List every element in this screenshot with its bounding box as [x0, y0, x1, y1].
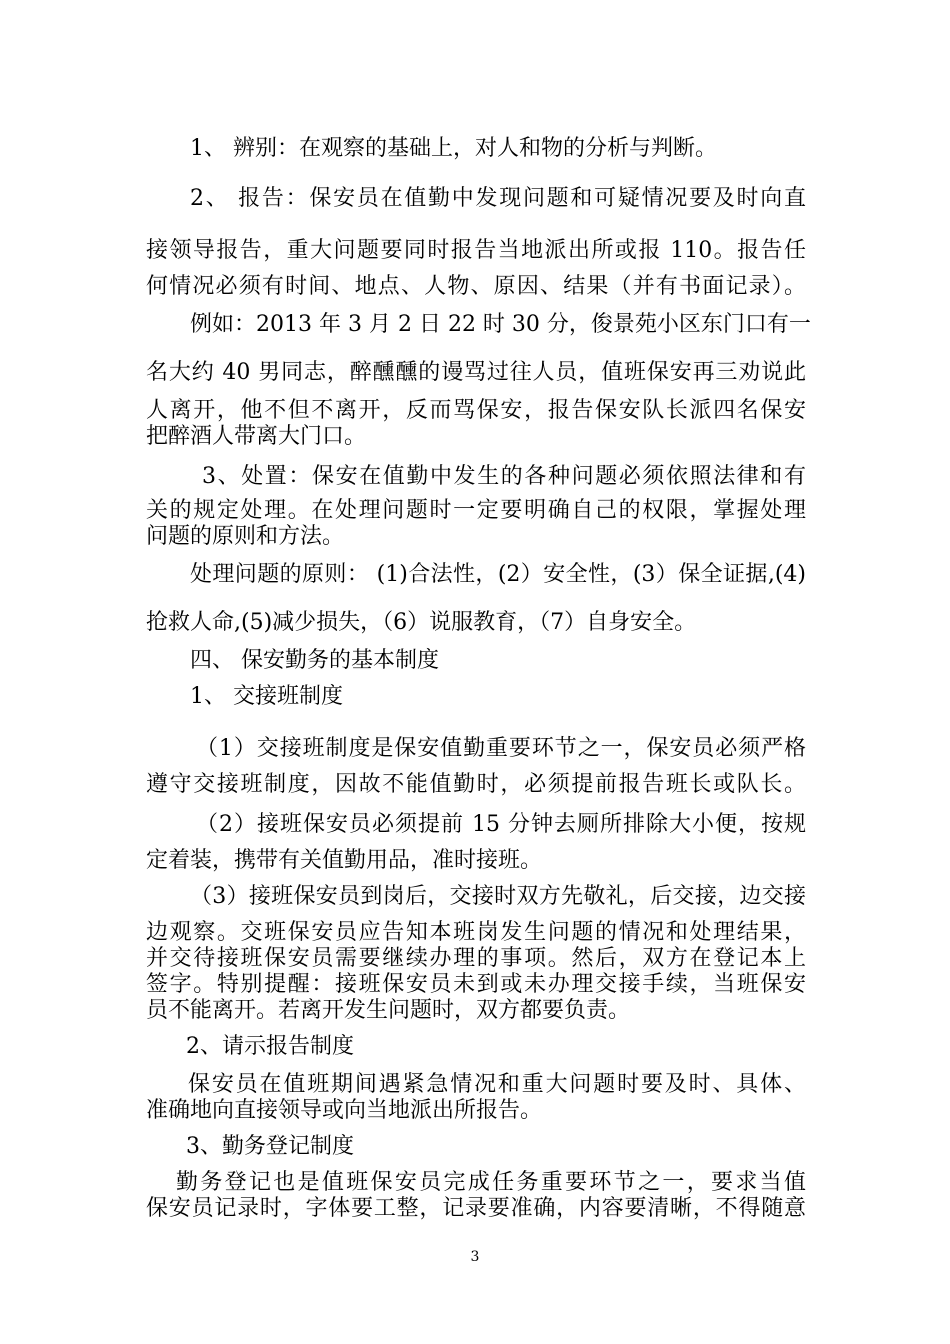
text-line: 把醉酒人带离大门口。: [146, 424, 367, 449]
text-line: 关的规定处理。在处理问题时一定要明确自己的权限，掌握处理: [146, 498, 806, 523]
section-heading: 四、 保安勤务的基本制度: [190, 648, 439, 673]
text-line: 准确地向直接领导或向当地派出所报告。: [146, 1098, 543, 1123]
text-line: 人离开，他不但不离开，反而骂保安，报告保安队长派四名保安: [146, 398, 806, 423]
text-line: 并交待接班保安员需要继续办理的事项。然后，双方在登记本上: [146, 946, 806, 971]
text-line: 名大约 40 男同志，醉醺醺的谩骂过往人员，值班保安再三劝说此: [146, 360, 806, 385]
text-line: 保安员记录时，字体要工整，记录要准确，内容要清晰，不得随意: [146, 1196, 806, 1221]
text-line: 例如：2013 年 3 月 2 日 22 时 30 分，俊景苑小区东门口有一: [190, 312, 811, 337]
text-line: （3）接班保安员到岗后，交接时双方先敬礼，后交接，边交接: [190, 884, 806, 909]
text-line: 2、 报告：保安员在值勤中发现问题和可疑情况要及时向直: [190, 186, 806, 211]
text-line: 1、 辨别：在观察的基础上，对人和物的分析与判断。: [190, 136, 717, 161]
text-line: 接领导报告，重大问题要同时报告当地派出所或报 110。报告任: [146, 238, 806, 263]
text-line: （2）接班保安员必须提前 15 分钟去厕所排除大小便，按规: [196, 812, 806, 837]
text-line: 定着装，携带有关值勤用品，准时接班。: [146, 848, 543, 873]
text-line: 抢救人命,(5)减少损失，（6）说服教育，（7）自身安全。: [146, 610, 697, 635]
subsection-heading: 2、请示报告制度: [186, 1034, 354, 1059]
text-line: 勤务登记也是值班保安员完成任务重要环节之一，要求当值: [176, 1170, 806, 1195]
text-line: 处理问题的原则： (1)合法性，(2）安全性，(3）保全证据,(4): [190, 562, 806, 587]
text-line: 遵守交接班制度，因故不能值勤时，必须提前报告班长或队长。: [146, 772, 806, 797]
subsection-heading: 3、勤务登记制度: [186, 1134, 354, 1159]
text-line: 员不能离开。若离开发生问题时，双方都要负责。: [146, 998, 631, 1023]
text-line: 3、处置：保安在值勤中发生的各种问题必须依照法律和有: [202, 464, 806, 489]
text-line: 问题的原则和方法。: [146, 524, 345, 549]
text-line: （1）交接班制度是保安值勤重要环节之一，保安员必须严格: [196, 736, 806, 761]
subsection-heading: 1、 交接班制度: [190, 684, 343, 709]
text-line: 何情况必须有时间、地点、人物、原因、结果（并有书面记录）。: [146, 274, 806, 299]
page-number: 3: [470, 1249, 480, 1265]
text-line: 边观察。交班保安员应告知本班岗发生问题的情况和处理结果，: [146, 920, 806, 945]
text-line: 保安员在值班期间遇紧急情况和重大问题时要及时、具体、: [188, 1072, 806, 1097]
text-line: 签字。特别提醒：接班保安员未到或未办理交接手续，当班保安: [146, 972, 806, 997]
